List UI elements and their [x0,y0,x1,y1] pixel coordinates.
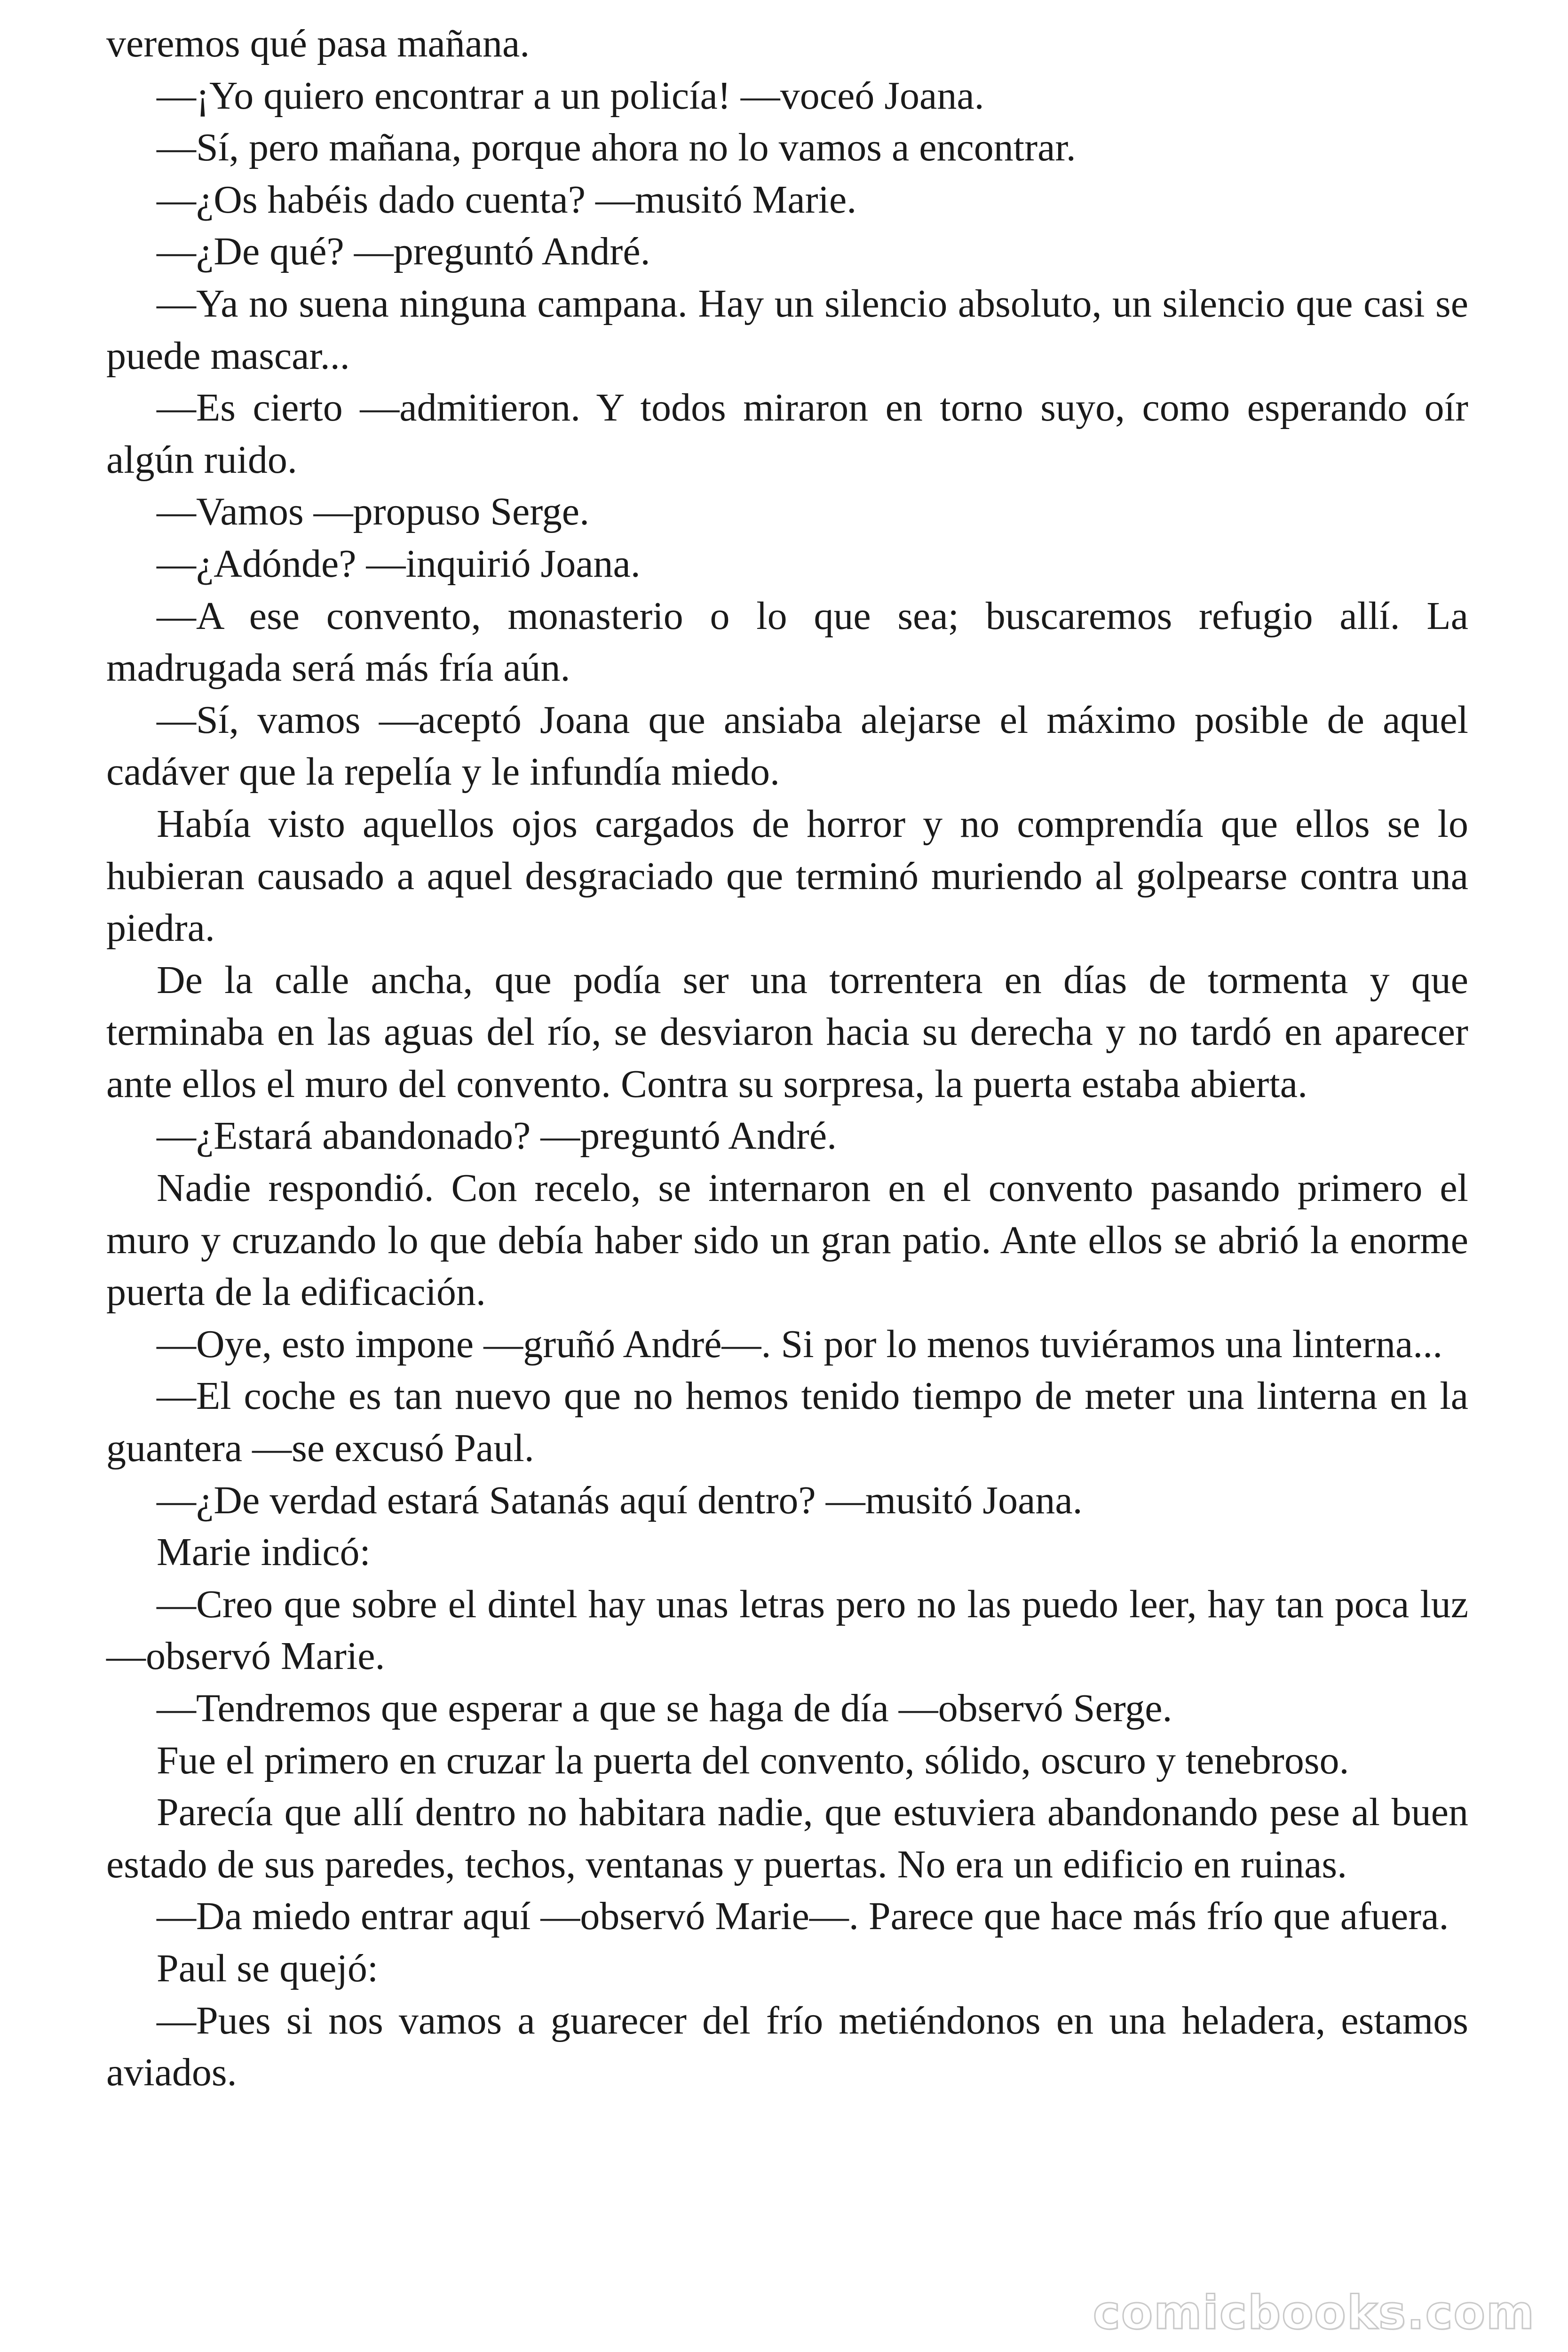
paragraph-16: —Oye, esto impone —gruñó André—. Si por lo menos tuviéramos una linterna... [157,1322,1443,1366]
paragraph-25: Paul se quejó: [157,1946,379,1990]
paragraph-24: —Da miedo entrar aquí —observó Marie—. Parece que hace más frío que afuera. [157,1894,1449,1939]
paragraph-13: De la calle ancha, que podía ser una torrentera en días de tormenta y que terminaba en las aguas del río, se desviaron hacia su derecha y no tardó en aparecer ante ellos el muro del convento. Contra su sorpresa, la puerta estaba abierta. [106,958,1468,1106]
paragraph-14: —¿Estará abandonado? —preguntó André. [157,1114,837,1158]
paragraph-11: —Sí, vamos —aceptó Joana que ansiaba alejarse el máximo posible de aquel cadáver que la repelía y le infundía miedo. [106,698,1468,794]
paragraph-8: —Vamos —propuso Serge. [157,490,590,534]
paragraph-17: —El coche es tan nuevo que no hemos tenido tiempo de meter una linterna en la guantera —se excusó Paul. [106,1374,1468,1470]
paragraph-4: —¿Os habéis dado cuenta? —musitó Marie. [157,177,857,222]
paragraph-15: Nadie respondió. Con recelo, se internaron en el convento pasando primero el muro y cruzando lo que debía haber sido un gran patio. Ante ellos se abrió la enorme puerta de la edificación. [106,1166,1468,1314]
paragraph-3: —Sí, pero mañana, porque ahora no lo vamos a encontrar. [157,126,1076,170]
paragraph-10: —A ese convento, monasterio o lo que sea; buscaremos refugio allí. La madrugada será más fría aún. [106,594,1468,690]
paragraph-5: —¿De qué? —preguntó André. [157,230,650,274]
paragraph-7: —Es cierto —admitieron. Y todos miraron en torno suyo, como esperando oír algún ruido. [106,386,1468,482]
paragraph-18: —¿De verdad estará Satanás aquí dentro? —musitó Joana. [157,1478,1083,1522]
paragraph-23: Parecía que allí dentro no habitara nadie, que estuviera abandonando pese al buen estado de sus paredes, techos, ventanas y puertas. No era un edificio en ruinas. [106,1790,1468,1886]
body-text [106,18,1468,2099]
paragraph-19: Marie indicó: [157,1530,371,1574]
paragraph-6: —Ya no suena ninguna campana. Hay un silencio absoluto, un silencio que casi se puede mascar... [106,281,1468,378]
paragraph-22: Fue el primero en cruzar la puerta del convento, sólido, oscuro y tenebroso. [157,1738,1349,1782]
paragraph-20: —Creo que sobre el dintel hay unas letras pero no las puedo leer, hay tan poca luz —observó Marie. [106,1582,1468,1678]
watermark: comicbooks.com [1093,2286,1535,2340]
paragraph-9: —¿Adónde? —inquirió Joana. [157,541,641,586]
paragraph-2: —¡Yo quiero encontrar a un policía! —voceó Joana. [157,73,984,118]
paragraph-21: —Tendremos que esperar a que se haga de día —observó Serge. [157,1686,1172,1730]
paragraph-12: Había visto aquellos ojos cargados de horror y no comprendía que ellos se lo hubieran causado a aquel desgraciado que terminó muriendo al golpearse contra una piedra. [106,802,1468,950]
paragraph-26: —Pues si nos vamos a guarecer del frío metiéndonos en una heladera, estamos aviados. [106,1998,1468,2095]
paragraph-1: veremos qué pasa mañana. [106,22,530,65]
